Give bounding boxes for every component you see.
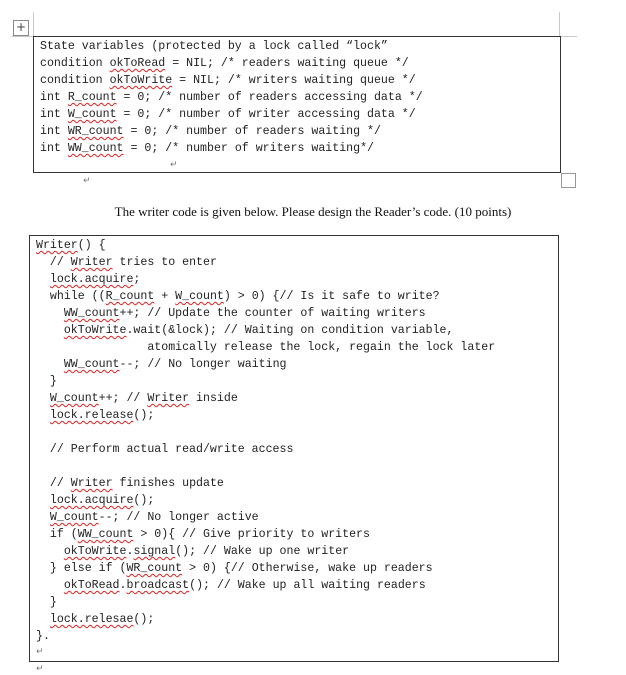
paragraph-mark-icon: ↵ [83, 176, 91, 186]
instruction-text[interactable]: The writer code is given below. Please design the Reader’s code. (10 points) [114, 204, 512, 219]
state-variables-line[interactable]: int WW_count = 0; /* number of writers waiting*/ [40, 142, 374, 155]
code-line[interactable]: okToWrite.wait(&lock); // Waiting on condition variable, [63, 324, 454, 337]
state-variables-line[interactable]: int R_count = 0; /* number of readers accessing data */ [40, 91, 423, 104]
code-line[interactable]: Writer() { [36, 239, 106, 252]
table-gridline [559, 12, 560, 37]
code-line[interactable]: while ((R_count + W_count) > 0) {// Is it safe to write? [36, 290, 440, 303]
code-line[interactable]: lock.acquire(); [49, 494, 155, 507]
paragraph-mark-icon: ↵ [36, 647, 44, 657]
paragraph-mark-icon: ↵ [170, 160, 178, 170]
state-variables-line[interactable]: State variables (protected by a lock called “lock” [40, 40, 388, 53]
code-line[interactable]: } else if (WR_count > 0) {// Otherwise, wake up readers [36, 562, 433, 575]
code-line[interactable]: }. [36, 630, 50, 643]
code-line[interactable]: // Perform actual read/write access [36, 443, 294, 456]
code-line[interactable]: } [36, 375, 57, 388]
code-line[interactable]: WW_count++; // Update the counter of waiting writers [63, 307, 426, 320]
code-line[interactable]: W_count++; // Writer inside [49, 392, 238, 405]
state-variables-line[interactable]: condition okToWrite = NIL; /* writers waiting queue */ [40, 74, 416, 87]
code-line[interactable]: lock.relesae(); [49, 613, 155, 626]
code-line[interactable]: WW_count--; // No longer waiting [63, 358, 287, 371]
code-line[interactable]: // Writer finishes update [36, 477, 224, 490]
state-variables-line[interactable]: int W_count = 0; /* number of writer accessing data */ [40, 108, 416, 121]
paragraph-mark-icon: ↵ [36, 664, 44, 674]
code-line[interactable]: okToWrite.signal(); // Wake up one writer [63, 545, 350, 558]
code-line[interactable]: okToRead.broadcast(); // Wake up all waiting readers [63, 579, 426, 592]
code-line[interactable]: atomically release the lock, regain the lock later [36, 341, 496, 354]
table-resize-handle[interactable] [561, 173, 576, 188]
code-line[interactable]: lock.release(); [49, 409, 155, 422]
code-line[interactable]: if (WW_count > 0){ // Give priority to writers [36, 528, 370, 541]
code-line[interactable]: } [36, 596, 57, 609]
code-line[interactable]: W_count--; // No longer active [49, 511, 259, 524]
code-line[interactable]: lock.acquire; [49, 273, 141, 286]
table-gridline [33, 12, 34, 37]
state-variables-line[interactable]: int WR_count = 0; /* number of readers waiting */ [40, 125, 381, 138]
state-variables-line[interactable]: condition okToRead = NIL; /* readers waiting queue */ [40, 57, 409, 70]
table-move-handle-icon[interactable]: + [13, 20, 29, 36]
code-line[interactable]: // Writer tries to enter [36, 256, 217, 269]
